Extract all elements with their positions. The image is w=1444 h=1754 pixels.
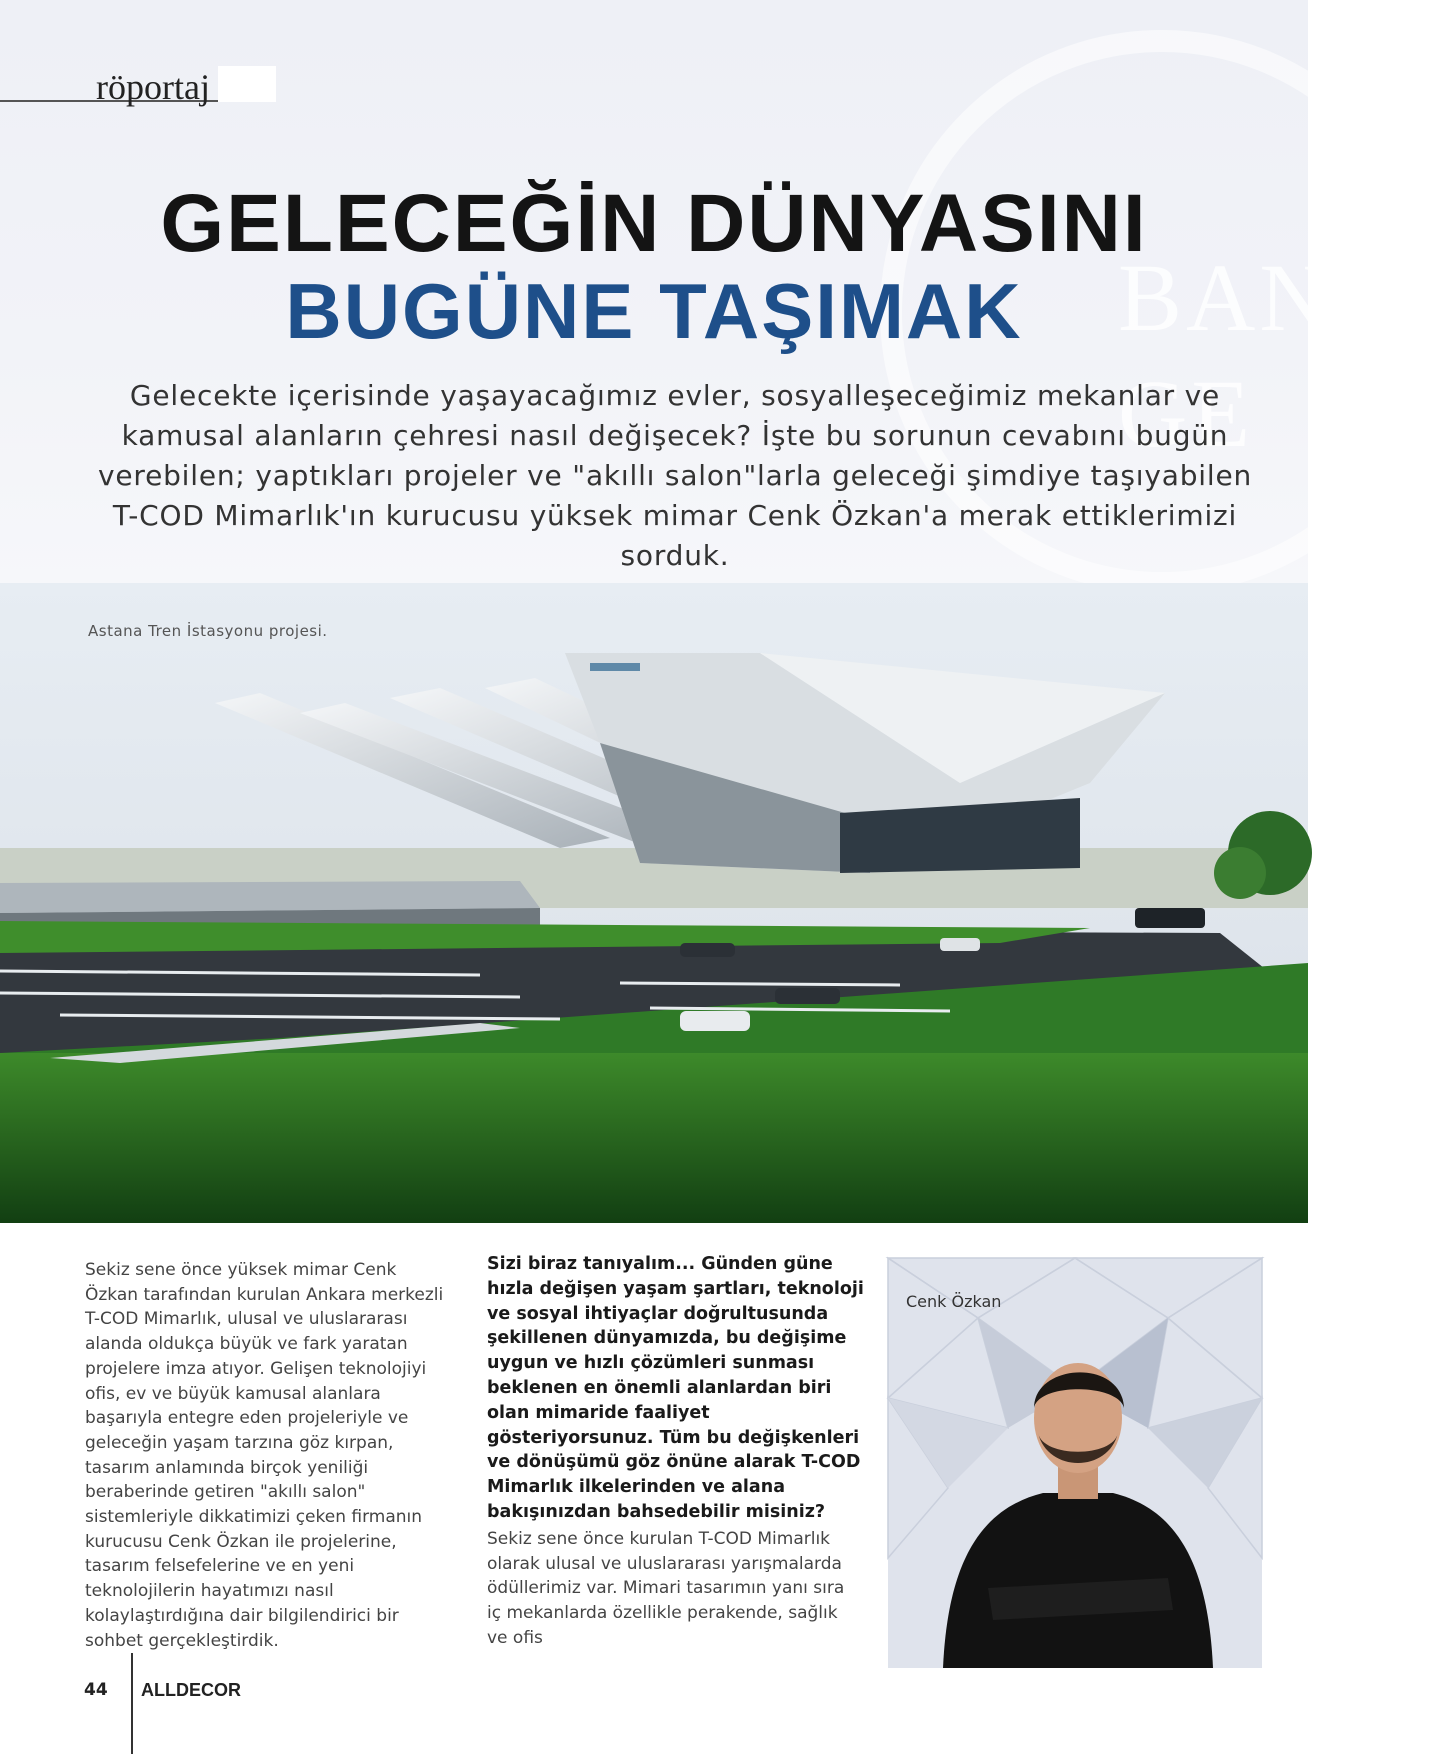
car bbox=[680, 943, 735, 957]
footer-divider bbox=[131, 1653, 133, 1754]
portrait-illustration bbox=[888, 1258, 1262, 1668]
headline-line-1: GELECEĞİN DÜNYASINI bbox=[160, 178, 1148, 269]
car bbox=[680, 1011, 750, 1031]
station-rendering-illustration bbox=[0, 583, 1308, 1223]
car bbox=[940, 938, 980, 951]
headline bbox=[0, 180, 1308, 354]
interview-question: Sizi biraz tanıyalım... Günden güne hızla değişen yaşam şartları, teknoloji ve sosyal ihtiyaçlar doğrultusunda şekillenen dünyamızda, bu değişime uygun ve hızlı çözümleri sunması beklenen en önemli alanlardan biri olan mimaride faaliyet gösteriyorsunuz. Tüm bu değişkenleri ve dönüşümü göz önüne alarak T-COD Mimarlık ilkelerinden ve alana bakışınızdan bahsedebilir misiniz? bbox=[487, 1254, 864, 1522]
portrait-caption: Cenk Özkan bbox=[906, 1292, 1002, 1311]
page-number: 44 bbox=[84, 1680, 108, 1700]
magazine-brand: ALLDECOR bbox=[141, 1680, 241, 1700]
portrait-photo bbox=[888, 1258, 1262, 1668]
intro-paragraph: Gelecekte içerisinde yaşayacağımız evler, sosyalleşeceğimiz mekanlar ve kamusal alanların çehresi nasıl değişecek? İşte bu sorunun cevabını bugün verebilen; yaptıkları projeler ve "akıllı salon"larla geleceği şimdiye taşıyabilen T-COD Mimarlık'ın kurucusu yüksek mimar Cenk Özkan'a merak ettiklerimizi sorduk. bbox=[97, 379, 1253, 572]
section-label: röportaj bbox=[96, 67, 210, 107]
section-marker-block bbox=[218, 66, 276, 102]
photo-caption: Astana Tren İstasyonu projesi. bbox=[88, 622, 328, 640]
station-rendering-photo bbox=[0, 583, 1308, 1223]
intro-column-text: Sekiz sene önce yüksek mimar Cenk Özkan tarafından kurulan Ankara merkezli T-COD Mimarlık, ulusal ve uluslararası alanda oldukça büyük ve fark yaratan projelere imza atıyor. Gelişen teknolojiyi ofis, ev ve büyük kamusal alanlara başarıyla entegre eden projeleriyle ve geleceğin yaşam tarzına göz kırpan, tasarım anlamında birçok yeniliği beraberinde getiren "akıllı salon" sistemleriyle dikkatimizi çeken firmanın kurucusu Cenk Özkan ile projelerine, tasarım felsefelerine ve en yeni teknolojilerin hayatımızı nasıl kolaylaştırdığına dair bilgilendirici bir sohbet gerçekleştirdik. bbox=[85, 1260, 444, 1651]
background-watermark-letters: BANY GE bbox=[1118, 244, 1407, 467]
car bbox=[775, 988, 840, 1004]
bus bbox=[1135, 908, 1205, 928]
interview-answer: Sekiz sene önce kurulan T-COD Mimarlık olarak ulusal ve uluslararası yarışmalarda ödüllerimiz var. Mimari tasarımın yanı sıra iç mekanlarda özellikle perakende, sağlık ve ofis bbox=[487, 1529, 845, 1648]
headline-line-2: BUGÜNE TAŞIMAK bbox=[285, 267, 1023, 355]
